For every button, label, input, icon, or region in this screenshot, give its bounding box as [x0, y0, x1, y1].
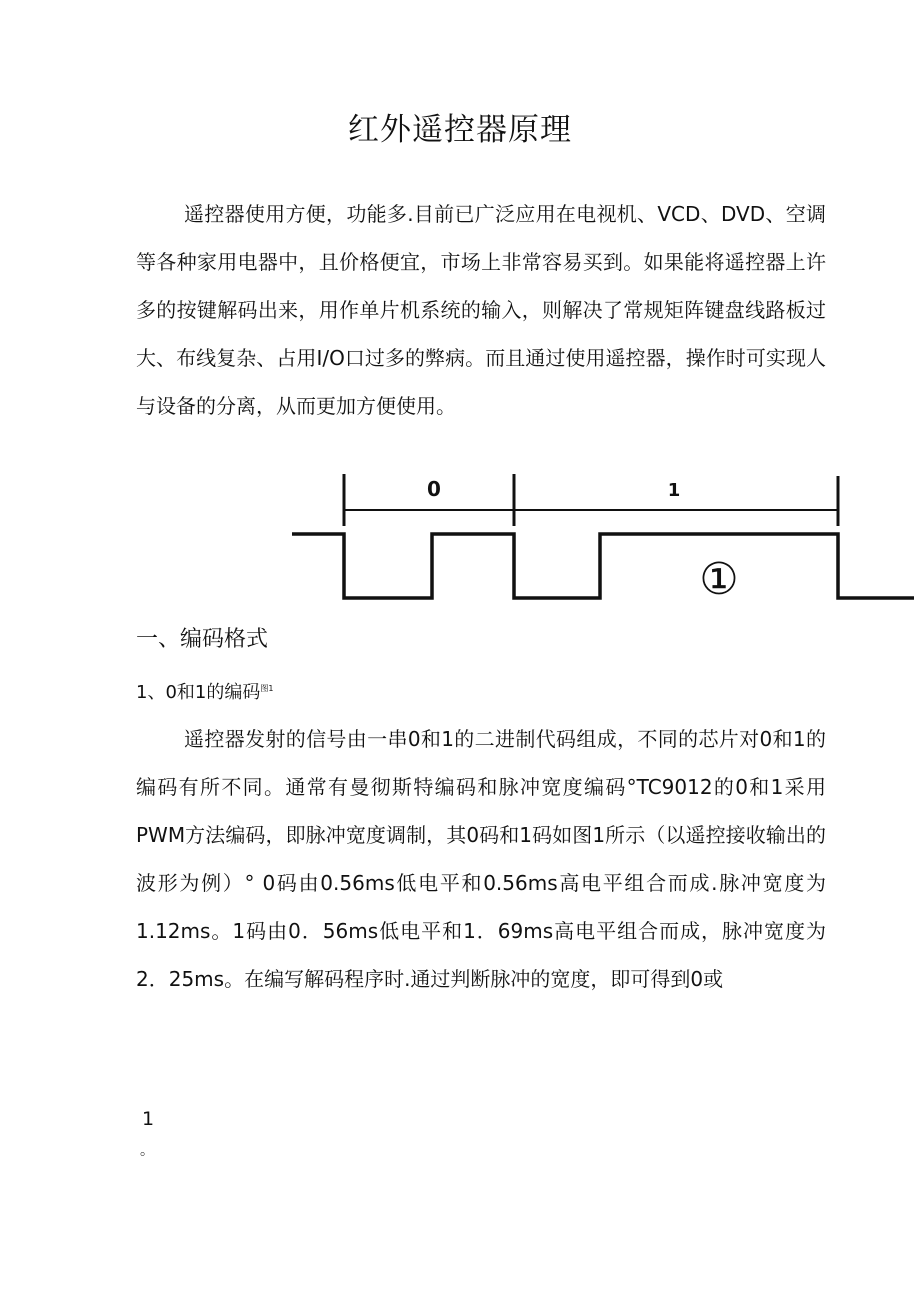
pwm-waveform-figure [288, 468, 920, 608]
page-number: 1 [142, 1108, 155, 1130]
figure-reference-note: 图1 [260, 684, 274, 693]
bit-span-brackets [344, 474, 838, 526]
section-heading: 一、编码格式 [136, 627, 269, 652]
intro-paragraph: 遥控器使用方便，功能多.目前已广泛应用在电视机、VCD、DVD、空调等各种家用电器中，且价格便宜，市场上非常容易买到。如果能将遥控器上许多的按键解码出来，用作单片机系统的输入，则解决了常规矩阵键盘线路板过大、布线复杂、占用I/O口过多的弊病。而且通过使用遥控器，操作时可实现人与设备的分离，从而更加方便使用。 [136, 202, 826, 418]
bit-one-label: 1 [667, 480, 681, 501]
waveform-line [292, 534, 914, 598]
document-title: 红外遥控器原理 [348, 112, 572, 148]
subsection-heading [136, 678, 273, 704]
page-number-dot: 。 [140, 1143, 154, 1159]
figure-circled-label: ① [699, 554, 739, 605]
subsection-heading-text: 1、0和1的编码 [136, 682, 261, 703]
body-paragraph: 遥控器发射的信号由一串0和1的二进制代码组成，不同的芯片对0和1的编码有所不同。通常有曼彻斯特编码和脉冲宽度编码°TC9012的0和1采用PWM方法编码，即脉冲宽度调制，其0码和1码如图1所示（以遥控接收输出的波形为例）° 0码由0.56ms低电平和0.56ms高电平组合而成.脉冲宽度为1.12ms。1码由0．56ms低电平和1．69ms高电平组合而成，脉冲宽度为2．25ms。在编写解码程序时.通过判断脉冲的宽度，即可得到0或 [136, 727, 826, 991]
bit-zero-label: 0 [427, 477, 441, 501]
